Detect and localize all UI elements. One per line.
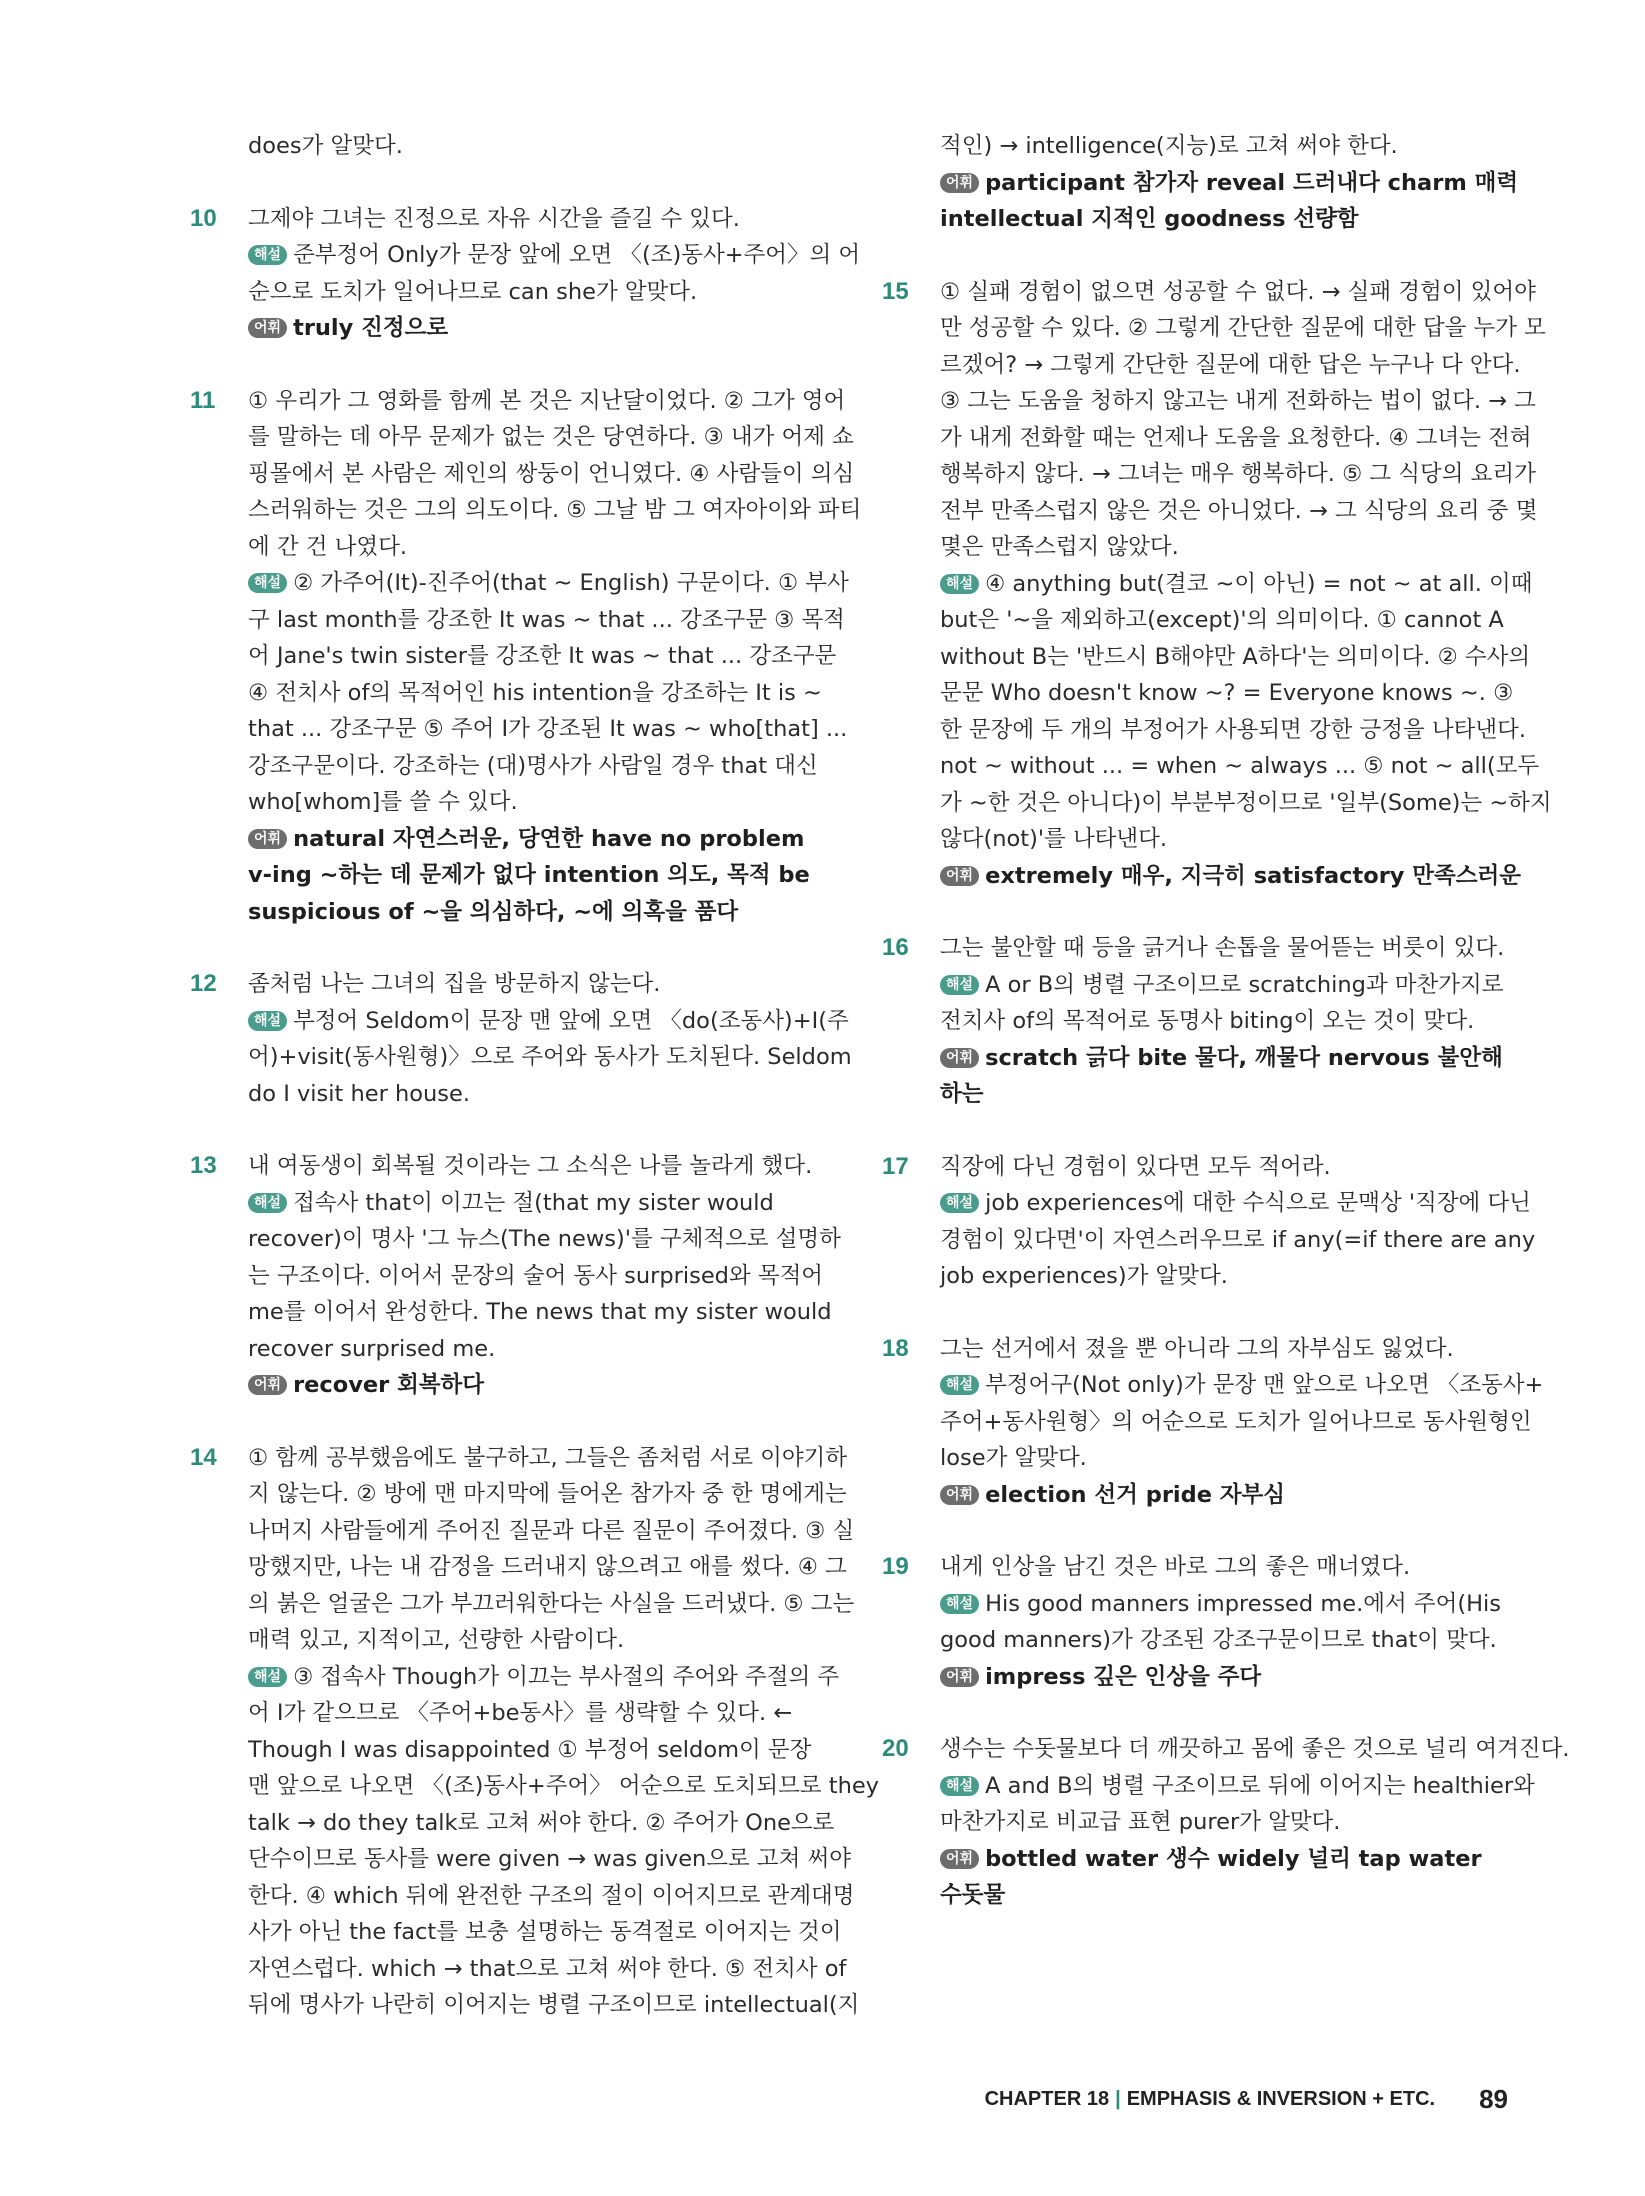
vocab-line bbox=[940, 201, 1512, 238]
explanation-text: 는 구조이다. 이어서 문장의 술어 동사 surprised와 목적어 bbox=[248, 1262, 824, 1289]
question-number: 11 bbox=[190, 386, 216, 414]
explanation-line bbox=[248, 1732, 820, 1769]
vocab-text: suspicious of ~을 의심하다, ~에 의혹을 품다 bbox=[248, 898, 739, 925]
answer-text-line: ① 우리가 그 영화를 함께 본 것은 지난달이었다. ② 그가 영어 bbox=[248, 387, 846, 414]
explanation-text: do I visit her house. bbox=[248, 1080, 471, 1107]
explanation-line bbox=[940, 712, 1527, 749]
question-number: 14 bbox=[190, 1443, 217, 1471]
explanation-line bbox=[248, 1805, 835, 1842]
explanation-text: ④ 전치사 of의 목적어인 his intention을 강조하는 It is ~ bbox=[248, 679, 822, 706]
explanation-line bbox=[248, 565, 849, 602]
footer-separator: | bbox=[1115, 2088, 1121, 2110]
vocab-badge: 어휘 bbox=[940, 1485, 979, 1505]
explanation-text: ② 가주어(It)-진주어(that ~ English) 구문이다. ① 부사 bbox=[293, 570, 849, 596]
explanation-text: me를 이어서 완성한다. The news that my sister would bbox=[248, 1299, 832, 1325]
footer-topic: EMPHASIS & INVERSION + ETC. bbox=[1126, 2088, 1436, 2110]
explanation-line bbox=[248, 1331, 820, 1368]
explanation-line bbox=[940, 785, 1552, 822]
explanation-line bbox=[940, 675, 1512, 712]
vocab-text: natural 자연스러운, 당연한 have no problem bbox=[293, 825, 805, 852]
explanation-text: 주어+동사원형〉의 어순으로 도치가 일어나므로 동사원형인 bbox=[940, 1408, 1532, 1435]
question-number: 17 bbox=[882, 1152, 909, 1180]
answer-entry bbox=[190, 1148, 841, 1404]
vocab-line bbox=[940, 858, 1521, 895]
explanation-text: 어)+visit(동사원형)〉으로 주어와 동사가 도치된다. Seldom bbox=[248, 1044, 852, 1070]
question-number: 16 bbox=[882, 934, 909, 961]
vocab-badge: 어휘 bbox=[940, 1849, 979, 1869]
explanation-line bbox=[248, 748, 820, 785]
explanation-badge: 해설 bbox=[940, 1375, 979, 1395]
explanation-line bbox=[248, 1987, 860, 2024]
explanation-line bbox=[248, 1695, 820, 1732]
answer-text-line: ① 실패 경험이 없으면 성공할 수 없다. → 실패 경험이 있어야 bbox=[940, 278, 1536, 305]
explanation-text: 자연스럽다. which → that으로 고쳐 써야 한다. ⑤ 전치사 of bbox=[248, 1955, 847, 1982]
answer-text-line: 좀처럼 나는 그녀의 집을 방문하지 않는다. bbox=[248, 971, 661, 997]
left-column bbox=[190, 128, 879, 2024]
vocab-line bbox=[940, 1040, 1512, 1077]
explanation-line bbox=[248, 1258, 824, 1295]
vocab-text: participant 참가자 reveal 드러내다 charm 매력 bbox=[985, 169, 1519, 196]
vocab-badge: 어휘 bbox=[940, 1667, 979, 1687]
answer-text-line: 전부 만족스럽지 않은 것은 아니었다. → 그 식당의 요리 중 몇 bbox=[940, 497, 1538, 524]
answer-entry bbox=[190, 383, 862, 931]
answer-text-line: 의 붉은 얼굴은 그가 부끄러워한다는 사실을 드러냈다. ⑤ 그는 bbox=[248, 1590, 855, 1617]
answer-entry bbox=[190, 966, 852, 1112]
explanation-line bbox=[940, 1404, 1532, 1441]
answer-text-line: 매력 있고, 지적이고, 선량한 사람이다. bbox=[248, 1627, 625, 1653]
right-column bbox=[882, 128, 1570, 1914]
page-number: 89 bbox=[1479, 2084, 1508, 2114]
answer-text-line: 내게 인상을 남긴 것은 바로 그의 좋은 매너였다. bbox=[940, 1554, 1411, 1580]
explanation-line bbox=[248, 1914, 842, 1951]
footer-chapter: CHAPTER 18 bbox=[984, 2088, 1110, 2110]
vocab-text: 수돗물 bbox=[940, 1882, 1006, 1908]
explanation-line bbox=[940, 967, 1512, 1004]
explanation-line bbox=[940, 1258, 1512, 1295]
answer-text-line: ① 함께 공부했음에도 불구하고, 그들은 좀처럼 서로 이야기하 bbox=[248, 1444, 848, 1471]
answer-entry bbox=[882, 1549, 1512, 1695]
explanation-text: 문문 Who doesn't know ~? = Everyone knows ~. ③ bbox=[940, 680, 1514, 706]
explanation-line bbox=[940, 1768, 1535, 1805]
explanation-badge: 해설 bbox=[248, 245, 287, 265]
question-number: 18 bbox=[882, 1334, 909, 1362]
explanation-text: 한 문장에 두 개의 부정어가 사용되면 강한 긍정을 나타낸다. bbox=[940, 716, 1527, 743]
vocab-line bbox=[940, 1877, 1512, 1914]
vocab-text: extremely 매우, 지극히 satisfactory 만족스러운 bbox=[985, 862, 1521, 889]
explanation-line bbox=[248, 237, 861, 274]
explanation-text: 않다(not)'를 나타낸다. bbox=[940, 826, 1168, 852]
vocab-text: 하는 bbox=[940, 1081, 984, 1107]
explanation-line bbox=[248, 1951, 847, 1988]
explanation-text: without B는 '반드시 B해야만 A하다'는 의미이다. ② 수사의 bbox=[940, 643, 1531, 670]
explanation-text: 한다. ④ which 뒤에 완전한 구조의 절이 이어지므로 관계대명 bbox=[248, 1882, 855, 1909]
explanation-badge: 해설 bbox=[940, 1594, 979, 1614]
question-number: 15 bbox=[882, 277, 909, 305]
explanation-line bbox=[940, 1367, 1544, 1404]
explanation-text: 맨 앞으로 나오면 〈(조)동사+주어〉 어순으로 도치되므로 they bbox=[248, 1773, 879, 1799]
answer-text-line: 그제야 그녀는 진정으로 자유 시간을 즐길 수 있다. bbox=[248, 205, 740, 232]
explanation-text: Though I was disappointed ① 부정어 seldom이 문장 bbox=[248, 1736, 812, 1763]
explanation-text: 전치사 of의 목적어로 동명사 biting이 오는 것이 맞다. bbox=[940, 1008, 1475, 1034]
answer-text-line: 지 않는다. ② 방에 맨 마지막에 들어온 참가자 중 한 명에게는 bbox=[248, 1481, 847, 1507]
answer-text-line: 르겠어? → 그렇게 간단한 질문에 대한 답은 누구나 다 안다. bbox=[940, 351, 1521, 378]
vocab-line bbox=[248, 310, 820, 347]
explanation-text: 어 Jane's twin sister를 강조한 It was ~ that ... 강조구문 bbox=[248, 643, 837, 669]
explanation-line bbox=[248, 711, 848, 748]
vocab-text: bottled water 생수 widely 널리 tap water bbox=[985, 1845, 1482, 1872]
answer-text-line: 를 말하는 데 아무 문제가 없는 것은 당연하다. ③ 내가 어제 쇼 bbox=[248, 424, 854, 450]
explanation-text: recover)이 명사 '그 뉴스(The news)'를 구체적으로 설명하 bbox=[248, 1226, 841, 1252]
explanation-badge: 해설 bbox=[248, 1193, 287, 1213]
answer-entry bbox=[190, 1440, 879, 2024]
vocab-text: impress 깊은 인상을 주다 bbox=[985, 1663, 1262, 1690]
explanation-line bbox=[248, 1768, 879, 1805]
explanation-text: A or B의 병렬 구조이므로 scratching과 마찬가지로 bbox=[985, 971, 1504, 998]
explanation-badge: 해설 bbox=[248, 1011, 287, 1031]
explanation-line bbox=[940, 1440, 1512, 1477]
vocab-line bbox=[940, 1841, 1512, 1878]
explanation-text: job experiences)가 알맞다. bbox=[940, 1263, 1228, 1289]
explanation-badge: 해설 bbox=[940, 1776, 979, 1796]
explanation-line bbox=[248, 274, 820, 311]
explanation-line bbox=[940, 1185, 1531, 1222]
explanation-badge: 해설 bbox=[940, 1193, 979, 1213]
vocab-badge: 어휘 bbox=[248, 318, 287, 338]
explanation-text: good manners)가 강조된 강조구문이므로 that이 맞다. bbox=[940, 1627, 1497, 1653]
answer-entry bbox=[190, 128, 820, 165]
answer-text-line: 생수는 수돗물보다 더 깨끗하고 몸에 좋은 것으로 널리 여겨진다. bbox=[940, 1736, 1570, 1762]
vocab-badge: 어휘 bbox=[940, 1048, 979, 1068]
answer-text-line: ③ 그는 도움을 청하지 않고는 내게 전화하는 법이 없다. → 그 bbox=[940, 388, 1536, 414]
explanation-line bbox=[248, 602, 845, 639]
explanation-text: 부정어 Seldom이 문장 맨 앞에 오면 〈do(조동사)+I(주 bbox=[293, 1007, 849, 1034]
explanation-line bbox=[940, 1222, 1536, 1259]
explanation-text: His good manners impressed me.에서 주어(His bbox=[985, 1590, 1501, 1617]
answer-entry bbox=[882, 128, 1519, 238]
explanation-badge: 해설 bbox=[940, 574, 979, 594]
explanation-line bbox=[248, 784, 820, 821]
explanation-line bbox=[248, 1659, 840, 1696]
vocab-text: election 선거 pride 자부심 bbox=[985, 1481, 1286, 1508]
question-number: 10 bbox=[190, 204, 217, 232]
explanation-text: 순으로 도치가 일어나므로 can she가 알맞다. bbox=[248, 278, 698, 305]
explanation-line bbox=[248, 1076, 820, 1113]
explanation-text: 경험이 있다면'이 자연스러우므로 if any(=if there are any bbox=[940, 1226, 1536, 1253]
vocab-text: v-ing ~하는 데 문제가 없다 intention 의도, 목적 be bbox=[248, 862, 810, 888]
answer-text-line: 그는 불안할 때 등을 긁거나 손톱을 물어뜯는 버릇이 있다. bbox=[940, 935, 1505, 961]
explanation-text: 준부정어 Only가 문장 앞에 오면 〈(조)동사+주어〉의 어 bbox=[293, 242, 861, 268]
explanation-text: 가 ~한 것은 아니다)이 부분부정이므로 '일부(Some)는 ~하지 bbox=[940, 789, 1552, 816]
explanation-badge: 해설 bbox=[248, 1667, 287, 1687]
answer-text-line: 에 간 건 나였다. bbox=[248, 533, 408, 560]
explanation-text: job experiences에 대한 수식으로 문맥상 '직장에 다닌 bbox=[985, 1190, 1531, 1216]
question-number: 20 bbox=[882, 1735, 909, 1762]
explanation-text: 어 I가 같으므로 〈주어+be동사〉를 생략할 수 있다. ← bbox=[248, 1700, 793, 1726]
answer-text-line: 직장에 다닌 경험이 있다면 모두 적어라. bbox=[940, 1153, 1331, 1180]
explanation-text: 구 last month를 강조한 It was ~ that ... 강조구문 ③ 목적 bbox=[248, 606, 845, 633]
explanation-line bbox=[248, 1841, 852, 1878]
explanation-text: 강조구문이다. 강조하는 (대)명사가 사람일 경우 that 대신 bbox=[248, 752, 818, 779]
explanation-text: 접속사 that이 이끄는 절(that my sister would bbox=[293, 1189, 774, 1216]
explanation-text: lose가 알맞다. bbox=[940, 1445, 1087, 1471]
explanation-line bbox=[940, 1804, 1512, 1841]
explanation-line bbox=[940, 639, 1531, 676]
vocab-line bbox=[248, 821, 820, 858]
explanation-line bbox=[248, 638, 837, 675]
explanation-text: not ~ without ... = when ~ always ... ⑤ not ~ all(모두 bbox=[940, 753, 1540, 779]
explanation-text: 마찬가지로 비교급 표현 purer가 알맞다. bbox=[940, 1809, 1341, 1835]
vocab-badge: 어휘 bbox=[248, 1375, 287, 1395]
vocab-badge: 어휘 bbox=[940, 866, 979, 886]
explanation-text: 사가 아닌 the fact를 보충 설명하는 동격절로 이어지는 것이 bbox=[248, 1919, 842, 1945]
explanation-line bbox=[940, 748, 1540, 785]
vocab-text: recover 회복하다 bbox=[293, 1372, 485, 1398]
vocab-line bbox=[248, 894, 820, 931]
explanation-text: ④ anything but(결코 ~이 아닌) = not ~ at all. 이때 bbox=[985, 570, 1533, 597]
explanation-line bbox=[940, 1586, 1512, 1623]
explanation-line bbox=[248, 1003, 849, 1040]
answer-text-line: 나머지 사람들에게 주어진 질문과 다른 질문이 주어졌다. ③ 실 bbox=[248, 1517, 855, 1544]
question-number: 19 bbox=[882, 1553, 909, 1580]
explanation-badge: 해설 bbox=[248, 573, 287, 593]
question-number: 12 bbox=[190, 970, 217, 997]
vocab-line bbox=[940, 1076, 1512, 1113]
explanation-text: 단수이므로 동사를 were given → was given으로 고쳐 써야 bbox=[248, 1846, 852, 1872]
explanation-line bbox=[248, 1221, 841, 1258]
answer-text-line: 행복하지 않다. → 그녀는 매우 행복하다. ⑤ 그 식당의 요리가 bbox=[940, 461, 1536, 487]
answer-entry bbox=[882, 930, 1512, 1113]
answer-text-line: 내 여동생이 회복될 것이라는 그 소식은 나를 놀라게 했다. bbox=[248, 1153, 813, 1179]
explanation-line bbox=[940, 566, 1533, 603]
vocab-text: intellectual 지적인 goodness 선량함 bbox=[940, 206, 1359, 232]
explanation-line bbox=[940, 1622, 1512, 1659]
explanation-line bbox=[248, 1878, 855, 1915]
answer-text-line: does가 알맞다. bbox=[248, 133, 403, 159]
explanation-line bbox=[248, 1294, 832, 1331]
vocab-line bbox=[940, 1477, 1512, 1514]
vocab-line bbox=[248, 1367, 820, 1404]
explanation-text: A and B의 병렬 구조이므로 뒤에 이어지는 healthier와 bbox=[985, 1772, 1535, 1799]
answer-text-line: 가 내게 전화할 때는 언제나 도움을 요청한다. ④ 그녀는 전혀 bbox=[940, 424, 1532, 451]
vocab-line bbox=[940, 165, 1519, 202]
explanation-line bbox=[940, 821, 1512, 858]
answer-entry bbox=[882, 274, 1552, 895]
answer-text-line: 핑몰에서 본 사람은 제인의 쌍둥이 언니였다. ④ 사람들이 의심 bbox=[248, 460, 855, 487]
explanation-line bbox=[940, 602, 1512, 639]
vocab-line bbox=[248, 857, 820, 894]
explanation-line bbox=[248, 675, 820, 712]
explanation-badge: 해설 bbox=[940, 975, 979, 995]
explanation-text: recover surprised me. bbox=[248, 1335, 496, 1362]
vocab-text: scratch 긁다 bite 물다, 깨물다 nervous 불안해 bbox=[985, 1044, 1503, 1071]
page-footer bbox=[948, 2084, 1508, 2115]
answer-text-line: 망했지만, 나는 내 감정을 드러내지 않으려고 애를 썼다. ④ 그 bbox=[248, 1554, 847, 1580]
explanation-text: ③ 접속사 Though가 이끄는 부사절의 주어와 주절의 주 bbox=[293, 1663, 840, 1690]
explanation-line bbox=[248, 1039, 852, 1076]
explanation-line bbox=[248, 1185, 820, 1222]
answer-entry bbox=[882, 1149, 1536, 1295]
explanation-text: but은 '~을 제외하고(except)'의 의미이다. ① cannot A bbox=[940, 607, 1504, 633]
answer-text-line: 스러워하는 것은 그의 의도이다. ⑤ 그날 밤 그 여자아이와 파티 bbox=[248, 497, 862, 523]
answer-entry bbox=[882, 1331, 1544, 1514]
explanation-text: talk → do they talk로 고쳐 써야 한다. ② 주어가 One으로 bbox=[248, 1809, 835, 1836]
answer-entry bbox=[190, 201, 861, 347]
question-number: 13 bbox=[190, 1152, 217, 1179]
vocab-badge: 어휘 bbox=[940, 173, 979, 193]
answer-text-line: 적인) → intelligence(지능)로 고쳐 써야 한다. bbox=[940, 133, 1398, 159]
vocab-badge: 어휘 bbox=[248, 829, 287, 849]
vocab-line bbox=[940, 1659, 1512, 1696]
explanation-text: who[whom]를 쓸 수 있다. bbox=[248, 789, 518, 815]
explanation-line bbox=[940, 1003, 1512, 1040]
explanation-text: 뒤에 명사가 나란히 이어지는 병렬 구조이므로 intellectual(지 bbox=[248, 1992, 860, 2018]
explanation-text: 부정어구(Not only)가 문장 맨 앞으로 나오면 〈조동사+ bbox=[985, 1372, 1544, 1398]
answer-entry bbox=[882, 1731, 1570, 1914]
vocab-text: truly 진정으로 bbox=[293, 315, 449, 341]
answer-text-line: 만 성공할 수 있다. ② 그렇게 간단한 질문에 대한 답을 누가 모 bbox=[940, 315, 1546, 341]
explanation-text: that ... 강조구문 ⑤ 주어 I가 강조된 It was ~ who[that] ... bbox=[248, 716, 848, 742]
answer-text-line: 그는 선거에서 졌을 뿐 아니라 그의 자부심도 잃었다. bbox=[940, 1335, 1454, 1362]
answer-text-line: 몇은 만족스럽지 않았다. bbox=[940, 534, 1179, 560]
